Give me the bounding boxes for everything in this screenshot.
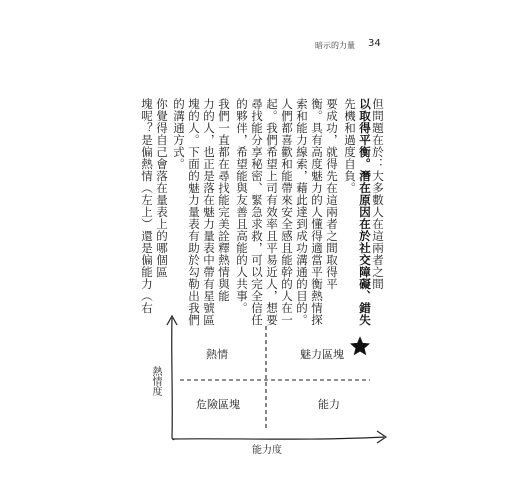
running-title: 暗示的力量 (315, 41, 355, 50)
text-column: 力的人，也正是落在魅力量表中帶有星號區 (202, 98, 216, 326)
matrix-axes (148, 310, 398, 462)
text-column: 我們一直都在尋找能完美詮釋熱情與能 (217, 98, 231, 302)
text-column: 但問題在於：大多數人在這兩者之間 (371, 98, 385, 290)
text-column: 以取得平衡。潛在原因在於社交障礙、錯失 (358, 98, 372, 326)
y-axis-label: 熱情度 (150, 366, 161, 396)
text-column: 起。我們希望上司有效率且平易近人，想要 (265, 98, 279, 326)
quadrant-charisma-zone: 魅力區塊 (300, 348, 344, 361)
charisma-matrix-diagram (148, 310, 398, 462)
quadrant-danger-zone: 危險區塊 (196, 398, 240, 411)
text-column: 的溝通方式。 (172, 98, 186, 170)
text-column: 塊呢？是偏熱情（左上）還是偏能力（右 (140, 98, 154, 314)
text-column: 的夥伴，希望能與友善且高能的人共事。 (235, 98, 249, 314)
text-column: 塊的人。下面的魅力量表有助於勾勒出我們 (187, 98, 201, 326)
text-column: 衡。具有高度魅力的人懂得適當平衡熱情探 (310, 98, 324, 326)
quadrant-warmth: 熱情 (206, 348, 228, 361)
x-axis-label: 能力度 (252, 445, 282, 456)
text-column: 你覺得自己會落在量表上的哪個區 (155, 98, 169, 278)
page-number: 34 (368, 38, 381, 49)
text-column: 索和能力線索，藉此達到成功溝通的目的。 (295, 98, 309, 326)
quadrant-competence: 能力 (318, 398, 340, 411)
text-column: 先機和過度自負。 (343, 98, 357, 194)
text-column: 尋找能分享秘密、緊急求救，可以完全信任 (250, 98, 264, 326)
star-icon (351, 337, 370, 355)
text-column: 人們都喜歡和能帶來安全感且能幹的人在一 (280, 98, 294, 326)
text-column: 要成功，就得先在這兩者之間取得平 (325, 98, 339, 290)
